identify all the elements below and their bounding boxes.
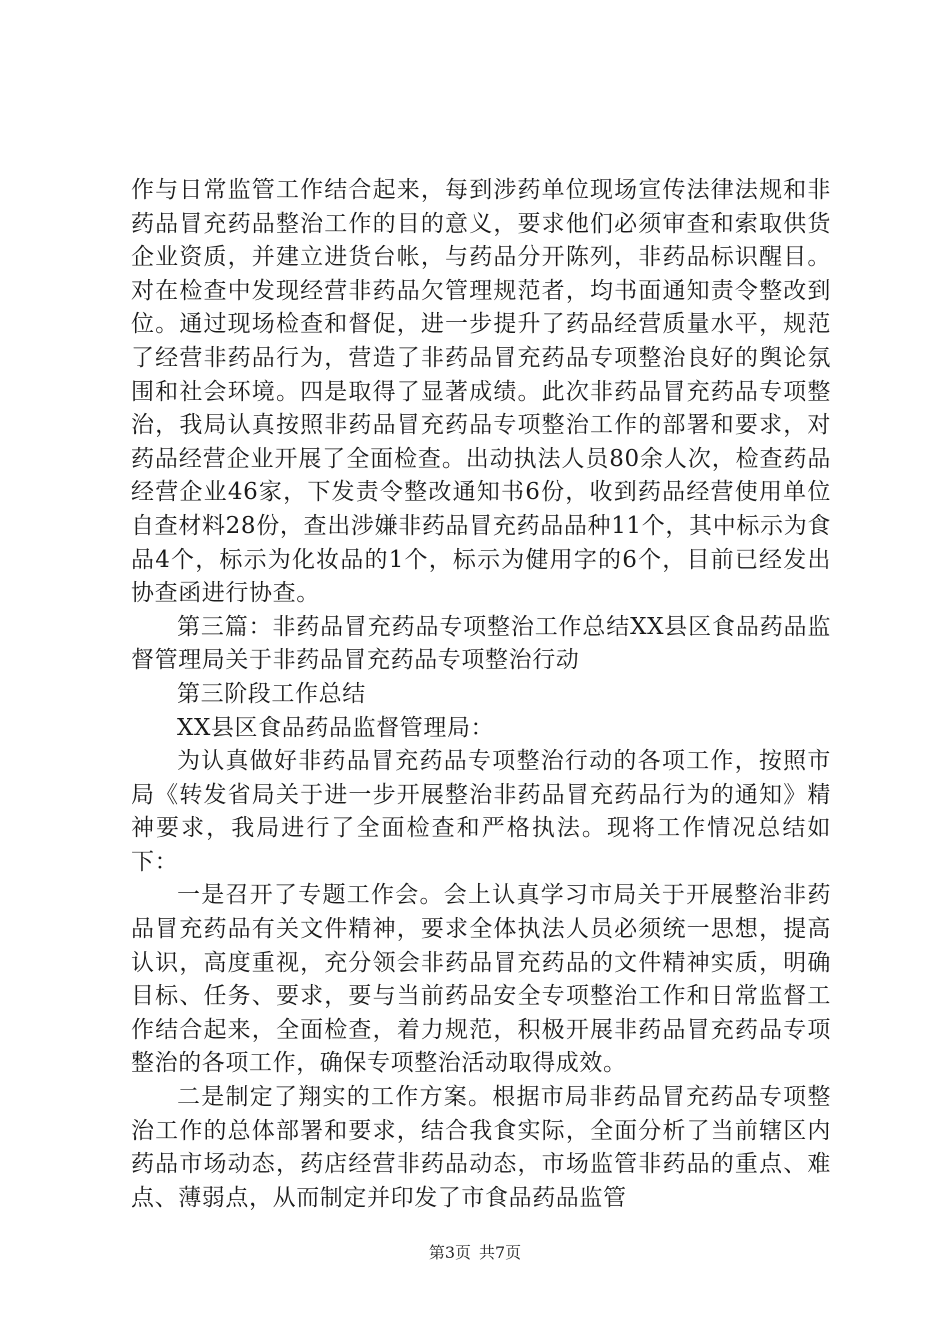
paragraph-subtitle: 第三阶段工作总结 bbox=[177, 680, 366, 707]
page-total: 共7页 bbox=[479, 1243, 522, 1262]
page-number: 第3页 bbox=[428, 1243, 471, 1262]
paragraph-point-one: 一是召开了专题工作会。会上认真学习市局关于开展整治非药品冒充药品有关文件精神，要求全体执法人员必须统一思想，提高认识，高度重视，充分领会非药品冒充药品的文件精神实质，明确目标、任务、要求，要与当前药品安全专项整治工作和日常监督工作结合起来，全面检查，着力规范，积极开展非药品冒充药品专项整治的各项工作，确保专项整治活动取得成效。 bbox=[131, 882, 831, 1077]
paragraph-continued: 作与日常监管工作结合起来，每到涉药单位现场宣传法律法规和非药品冒充药品整治工作的目的意义，要求他们必须审查和索取供货企业资质，并建立进货台帐，与药品分开陈列，非药品标识醒目。对在检查中发现经营非药品欠管理规范者，均书面通知责令整改到位。通过现场检查和督促，进一步提升了药品经营质量水平，规范了经营非药品行为，营造了非药品冒充药品专项整治良好的舆论氛围和社会环境。四是取得了显著成绩。此次非药品冒充药品专项整治，我局认真按照非药品冒充药品专项整治工作的部署和要求，对药品经营企业开展了全面检查。出动执法人员80余人次，检查药品经营企业46家，下发责令整改通知书6份，收到药品经营使用单位自查材料28份，查出涉嫌非药品冒充药品品种11个，其中标示为食品4个，标示为化妆品的1个，标示为健用字的6个，目前已经发出协查函进行协查。 bbox=[131, 177, 831, 607]
paragraph-section-heading: 第三篇：非药品冒充药品专项整治工作总结XX县区食品药品监督管理局关于非药品冒充药品专项整治行动 bbox=[131, 613, 831, 674]
page-footer bbox=[0, 1242, 950, 1264]
document-body bbox=[131, 174, 831, 1215]
paragraph-point-two: 二是制定了翔实的工作方案。根据市局非药品冒充药品专项整治工作的总体部署和要求，结合我食实际，全面分析了当前辖区内药品市场动态，药店经营非药品动态，市场监管非药品的重点、难点、薄弱点，从而制定并印发了市食品药品监管 bbox=[131, 1084, 831, 1211]
paragraph-intro: 为认真做好非药品冒充药品专项整治行动的各项工作，按照市局《转发省局关于进一步开展整治非药品冒充药品行为的通知》精神要求，我局进行了全面检查和严格执法。现将工作情况总结如下： bbox=[131, 748, 831, 875]
paragraph-addressee: XX县区食品药品监督管理局： bbox=[177, 714, 495, 741]
